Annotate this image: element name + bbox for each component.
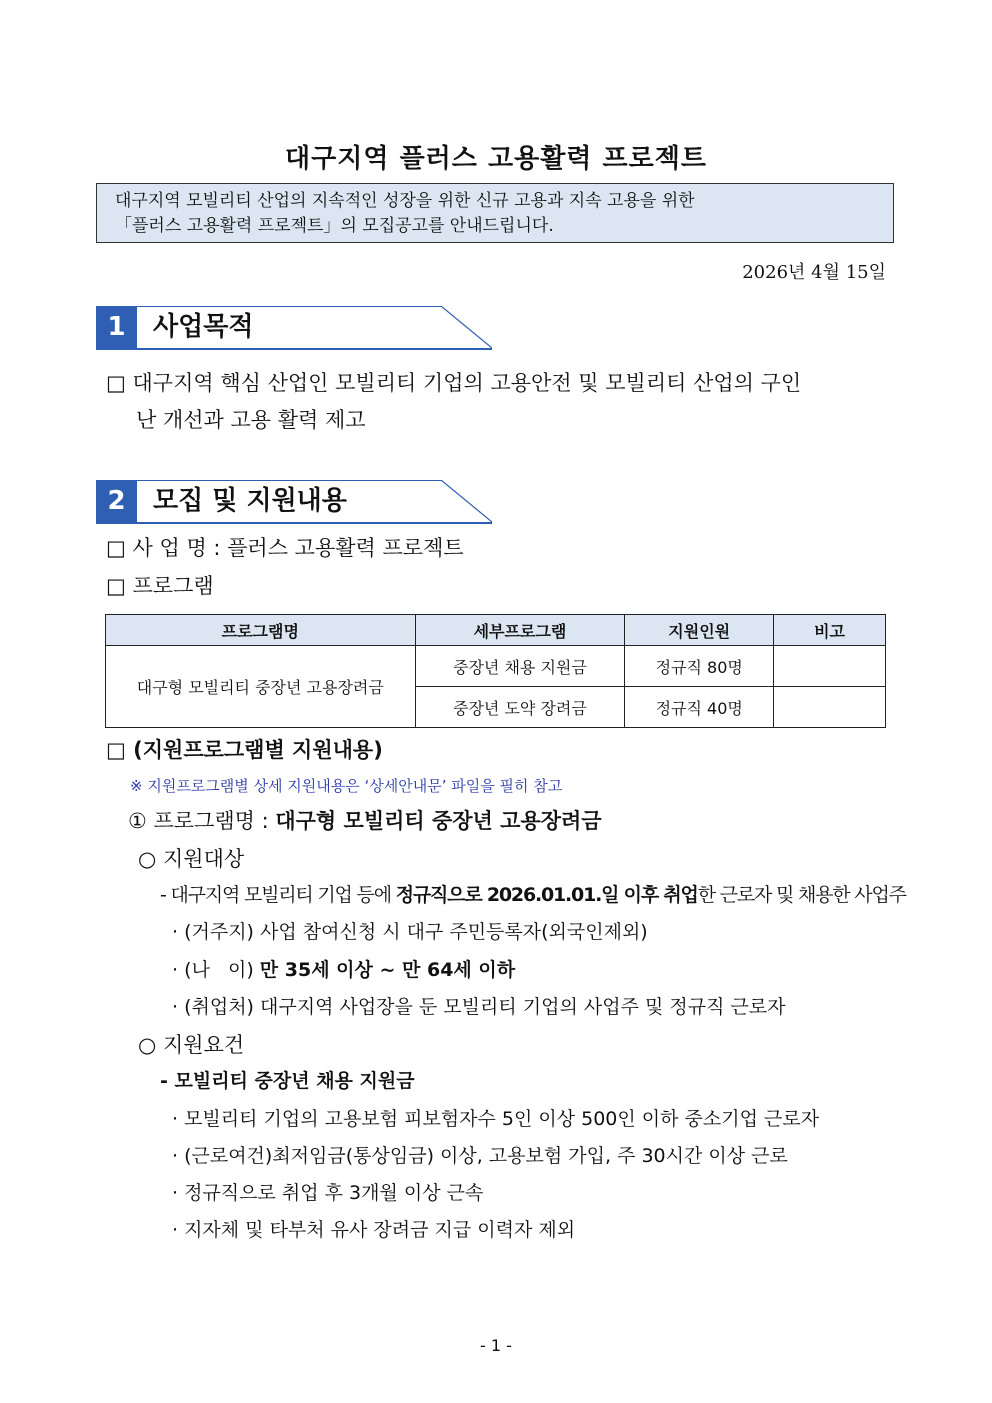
intro-box <box>96 183 894 243</box>
table-header: 비고 <box>774 615 886 646</box>
page-title: 대구지역 플러스 고용활력 프로젝트 <box>285 144 707 174</box>
program-name-cell: 대구형 모빌리티 중장년 고용장려금 <box>106 646 416 728</box>
section-1-item-line-2: 난 개선과 고용 활력 제고 <box>136 408 366 432</box>
target-age <box>172 955 515 985</box>
section-1-item-line-1: □ 대구지역 핵심 산업인 모빌리티 기업의 고용안전 및 모빌리티 산업의 구인 <box>106 371 802 395</box>
requirement-item: · 모빌리티 기업의 고용보험 피보험자수 5인 이상 500인 이하 중소기업 근로자 <box>172 1108 820 1130</box>
count-cell: 정규직 40명 <box>625 687 774 728</box>
target-residence: · (거주지) 사업 참여신청 시 대구 주민등록자(외국인제외) <box>172 921 648 943</box>
target-age-value: 만 35세 이상 ~ 만 64세 이하 <box>259 959 516 981</box>
section-underline <box>96 348 492 350</box>
table-header: 지원인원 <box>625 615 774 646</box>
requirement-sub: - 모빌리티 중장년 채용 지원금 <box>160 1070 415 1092</box>
project-name: □ 사 업 명 : 플러스 고용활력 프로젝트 <box>106 536 464 560</box>
target-main-emphasis: 정규직으로 2026.01.01.일 이후 취업 <box>395 884 698 906</box>
intro-line-1: 대구지역 모빌리티 산업의 지속적인 성장을 위한 신규 고용과 지속 고용을 위한 <box>115 191 695 211</box>
support-heading: □ (지원프로그램별 지원내용) <box>106 738 383 762</box>
table-header: 세부프로그램 <box>415 615 625 646</box>
table-row <box>106 646 886 687</box>
table-header: 프로그램명 <box>106 615 416 646</box>
requirement-item: · 지자체 및 타부처 유사 장려금 지급 이력자 제외 <box>172 1219 576 1241</box>
target-main-text: 한 근로자 및 채용한 사업주 <box>697 884 906 906</box>
note-cell <box>774 687 886 728</box>
target-main-text: - 대구지역 모빌리티 기업 등에 <box>160 884 396 906</box>
count-cell: 정규직 80명 <box>625 646 774 687</box>
program-table <box>105 614 886 728</box>
target-heading: ○ 지원대상 <box>138 847 245 871</box>
program-1-prefix: ① 프로그램명 : <box>128 809 276 833</box>
date: 2026년 4월 15일 <box>742 262 886 283</box>
target-main <box>160 880 906 910</box>
sub-program-cell: 중장년 도약 장려금 <box>415 687 625 728</box>
section-title: 모집 및 지원내용 <box>153 486 347 516</box>
requirement-item: · 정규직으로 취업 후 3개월 이상 근속 <box>172 1182 484 1204</box>
page-number: - 1 - <box>480 1336 512 1355</box>
section-underline <box>96 522 492 524</box>
requirement-item: · (근로여건)최저임금(통상임금) 이상, 고용보험 가입, 주 30시간 이상 근로 <box>172 1145 788 1167</box>
sub-program-cell: 중장년 채용 지원금 <box>415 646 625 687</box>
program-1-name: 대구형 모빌리티 중장년 고용장려금 <box>275 809 602 833</box>
intro-line-2: 「플러스 고용활력 프로젝트」의 모집공고를 안내드립니다. <box>115 216 554 236</box>
requirement-heading: ○ 지원요건 <box>138 1033 245 1057</box>
program-label: □ 프로그램 <box>106 574 214 598</box>
section-number: 2 <box>96 480 137 522</box>
section-number: 1 <box>96 306 137 348</box>
section-1-header <box>96 306 492 350</box>
section-title: 사업목적 <box>153 312 254 342</box>
section-2-header <box>96 480 492 524</box>
target-age-label: · (나 이) <box>172 959 260 981</box>
target-work: · (취업처) 대구지역 사업장을 둔 모빌리티 기업의 사업주 및 정규직 근로자 <box>172 996 786 1018</box>
table-header-row <box>106 615 886 646</box>
support-note: ※ 지원프로그램별 상세 지원내용은 ‘상세안내문’ 파일을 필히 참고 <box>130 777 563 795</box>
program-1-line <box>128 803 602 839</box>
note-cell <box>774 646 886 687</box>
